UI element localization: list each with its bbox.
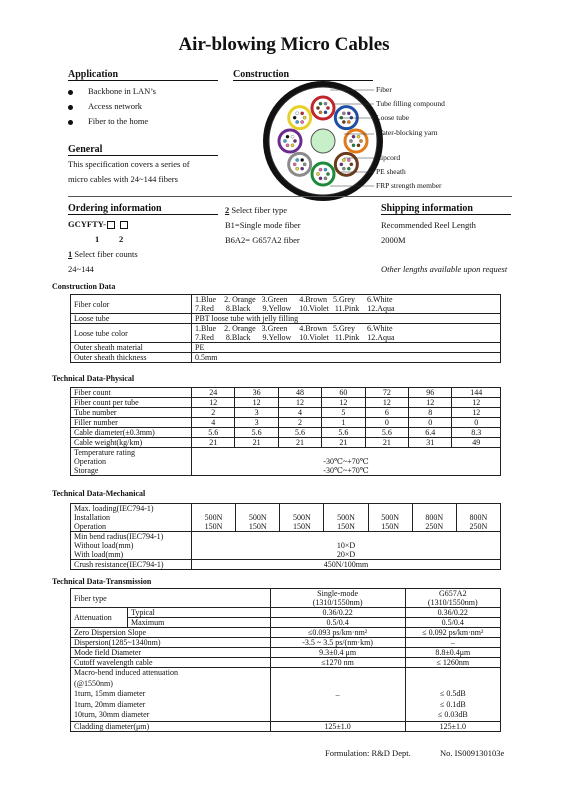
fiber [293, 139, 296, 142]
cell: 500N 150N [192, 504, 236, 532]
cell: Single-mode (1310/1550nm) [270, 589, 405, 608]
cell: 96 [409, 388, 452, 398]
cell: – [270, 668, 405, 722]
cell: 0.5/0.4 [405, 618, 500, 628]
ordering-n1: 1 [95, 234, 100, 244]
general-heading: General [68, 144, 218, 156]
fiber [301, 158, 304, 161]
cell: 12 [192, 398, 235, 408]
cell: -3.5 ~ 3.5 ps/(nm·km) [270, 638, 405, 648]
cell: Loose tube color [71, 324, 192, 343]
cell: ≤ 1260nm [405, 658, 500, 668]
fiber [319, 102, 322, 105]
fiber [319, 177, 322, 180]
cell: 125±1.0 [270, 721, 405, 731]
cell: Fiber type [71, 589, 271, 608]
label-tube-filling: Tube filling compound [376, 99, 445, 108]
cell: 3 [235, 418, 278, 428]
cell: Fiber color [71, 295, 192, 314]
construction-data-table [70, 294, 501, 363]
construction-heading: Construction [233, 69, 373, 81]
fiber [324, 111, 327, 114]
label-fiber: Fiber [376, 85, 392, 94]
leader-lines [330, 82, 380, 192]
cell: 500N 150N [280, 504, 324, 532]
fiber [324, 177, 327, 180]
fiber [324, 102, 327, 105]
cell: 5.6 [235, 428, 278, 438]
ordering-b6: B6A2= G657A2 fiber [225, 235, 300, 245]
cell: Filler number [71, 418, 192, 428]
cell: Temperature rating Operation Storage [71, 448, 192, 476]
cell: 4 [278, 408, 321, 418]
general-text-1: This specification covers a series of [68, 159, 190, 169]
cell: -30℃~+70℃ -30℃~+70℃ [192, 448, 501, 476]
shipping-note: Other lengths available upon request [381, 264, 508, 274]
cell: Zero Dispersion Slope [71, 628, 271, 638]
fiber [293, 163, 296, 166]
fiber [301, 120, 304, 123]
fiber [286, 135, 289, 138]
cell: Cable diameter(±0.3mm) [71, 428, 192, 438]
cell: 9.3±0.4 μm [270, 648, 405, 658]
cell: PBT loose tube with jelly filling [192, 314, 501, 324]
cell: Maximum [128, 618, 271, 628]
cell: 0 [409, 418, 452, 428]
cell: Typical [128, 608, 271, 618]
fiber [301, 167, 304, 170]
cell: G657A2 (1310/1550nm) [405, 589, 500, 608]
cell: 48 [278, 388, 321, 398]
cell: 4 [192, 418, 235, 428]
ordering-n2: 2 [119, 234, 124, 244]
label-frp: FRP strength member [376, 181, 442, 190]
cell: 500N 150N [324, 504, 368, 532]
cell: 0.5mm [192, 353, 501, 363]
cell: Fiber count [71, 388, 192, 398]
application-item: Access network [68, 101, 142, 111]
page-title: Air-blowing Micro Cables [178, 34, 390, 55]
general-text-2: micro cables with 24~144 fibers [68, 174, 178, 184]
cell: 21 [278, 438, 321, 448]
fiber [296, 112, 299, 115]
cell: Crush resistance(IEC794-1) [71, 560, 192, 570]
transmission-title: Technical Data-Transmission [52, 577, 152, 586]
cell: Fiber count per tube [71, 398, 192, 408]
cell: 0 [452, 418, 501, 428]
fiber [291, 144, 294, 147]
fiber [293, 116, 296, 119]
label-loose-tube: Loose tube [376, 113, 410, 122]
cell: Outer sheath thickness [71, 353, 192, 363]
cell: 12 [235, 398, 278, 408]
cell: Cutoff wavelength cable [71, 658, 271, 668]
cell: 2 [192, 408, 235, 418]
cell: ≤ 0.092 ps/km·nm² [405, 628, 500, 638]
footer-formulation: Formulation: R&D Dept. [325, 748, 411, 758]
mechanical-table [70, 503, 501, 570]
cell: 450N/100mm [192, 560, 501, 570]
ordering-code: GCYFTY- [68, 219, 128, 229]
cell: 144 [452, 388, 501, 398]
cell: Dispersion(1285~1340nm) [71, 638, 271, 648]
cell: 10×D 20×D [192, 532, 501, 560]
cell: 6.4 [409, 428, 452, 438]
fiber [286, 144, 289, 147]
cell: 72 [365, 388, 408, 398]
cell: Tube number [71, 408, 192, 418]
fiber [291, 135, 294, 138]
cell: 0.36/0.22 [405, 608, 500, 618]
cell: 8.8±0.4μm [405, 648, 500, 658]
cell: 12 [452, 408, 501, 418]
label-pe-sheath: PE sheath [376, 167, 406, 176]
cell: 2 [278, 418, 321, 428]
cell: ≤0.093 ps/km·nm² [270, 628, 405, 638]
cell: 1 [322, 418, 365, 428]
ordering-b1: B1=Single mode fiber [225, 220, 301, 230]
cell: ≤ 0.5dB ≤ 0.1dB ≤ 0.03dB [405, 668, 500, 722]
construction-data-title: Construction Data [52, 282, 116, 291]
cell: 1.Blue 2. Orange 3.Green 4.Brown 5.Grey 6.White 7.Red 8.Black 9.Yellow 10.Violet 11.Pink 12.Aqua [192, 295, 501, 314]
fiber [296, 120, 299, 123]
cell: 500N 150N [368, 504, 412, 532]
fiber [316, 172, 319, 175]
fiber [301, 112, 304, 115]
cell: Max. loading(IEC794-1) Installation Operation [71, 504, 192, 532]
cell: 21 [322, 438, 365, 448]
cell: 8 [409, 408, 452, 418]
fiber [319, 168, 322, 171]
fiber [319, 111, 322, 114]
cell: 12 [409, 398, 452, 408]
fiber [296, 167, 299, 170]
cell: PE [192, 343, 501, 353]
cell: Outer sheath material [71, 343, 192, 353]
fiber [296, 158, 299, 161]
cell: 6 [365, 408, 408, 418]
footer-docno: No. IS009130103e [440, 748, 505, 758]
divider [68, 196, 512, 197]
cell: Min bend radius(IEC794-1) Without load(mm) With load(mm) [71, 532, 192, 560]
application-item: Backbone in LAN’s [68, 86, 156, 96]
cell: – [405, 638, 500, 648]
application-item: Fiber to the home [68, 116, 148, 126]
label-water-blocking: Water-blocking yarn [376, 128, 438, 137]
cell: 36 [235, 388, 278, 398]
label-ripcord: Ripcord [376, 153, 401, 162]
cell: 800N 250N [412, 504, 456, 532]
shipping-heading: Shipping information [381, 203, 511, 215]
cell: 3 [235, 408, 278, 418]
cell: 5.6 [365, 428, 408, 438]
loose-tube [279, 130, 301, 152]
cell: Macro-bend induced attenuation (@1550nm) 1turn, 15mm diameter 1turn, 20mm diameter 10turn, 30mm diameter [71, 668, 271, 722]
shipping-line1: Recommended Reel Length [381, 220, 476, 230]
ordering-note1: 1 Select fiber counts [68, 249, 138, 259]
physical-title: Technical Data-Physical [52, 374, 135, 383]
cell: 5.6 [192, 428, 235, 438]
cell: 12 [452, 398, 501, 408]
shipping-line2: 2000M [381, 235, 406, 245]
cell: Loose tube [71, 314, 192, 324]
cell: ≤1270 nm [270, 658, 405, 668]
cell: Cladding diameter(μm) [71, 721, 271, 731]
cell: 21 [192, 438, 235, 448]
fiber [283, 139, 286, 142]
application-heading: Application [68, 69, 218, 81]
cell: 0.5/0.4 [270, 618, 405, 628]
transmission-table [70, 588, 501, 732]
cell: 0 [365, 418, 408, 428]
fiber [316, 106, 319, 109]
cell: 12 [322, 398, 365, 408]
cell: 1.Blue 2. Orange 3.Green 4.Brown 5.Grey 6.White 7.Red 8.Black 9.Yellow 10.Violet 11.Pink 12.Aqua [192, 324, 501, 343]
cell: 31 [409, 438, 452, 448]
cell: 24 [192, 388, 235, 398]
cell: Attenuation [71, 608, 128, 628]
cell: Mode field Diameter [71, 648, 271, 658]
ordering-heading: Ordering information [68, 203, 218, 215]
ordering-counts: 24~144 [68, 264, 94, 274]
cell: 12 [365, 398, 408, 408]
cell: 12 [278, 398, 321, 408]
cell: 5.6 [278, 428, 321, 438]
cell: 60 [322, 388, 365, 398]
cell: 0.36/0.22 [270, 608, 405, 618]
cell: 800N 250N [456, 504, 500, 532]
fiber [303, 163, 306, 166]
loose-tube [289, 107, 311, 129]
cell: 8.3 [452, 428, 501, 438]
ordering-note2: 2 Select fiber type [225, 205, 288, 215]
mechanical-title: Technical Data-Mechanical [52, 489, 146, 498]
loose-tube [289, 153, 311, 175]
cell: 5 [322, 408, 365, 418]
cell: 125±1.0 [405, 721, 500, 731]
fiber [324, 168, 327, 171]
cell: 5.6 [322, 428, 365, 438]
cell: 49 [452, 438, 501, 448]
cell: 500N 150N [236, 504, 280, 532]
fiber [303, 116, 306, 119]
cell: 21 [235, 438, 278, 448]
cell: 21 [365, 438, 408, 448]
physical-table [70, 387, 501, 476]
cell: Cable weight(kg/km) [71, 438, 192, 448]
